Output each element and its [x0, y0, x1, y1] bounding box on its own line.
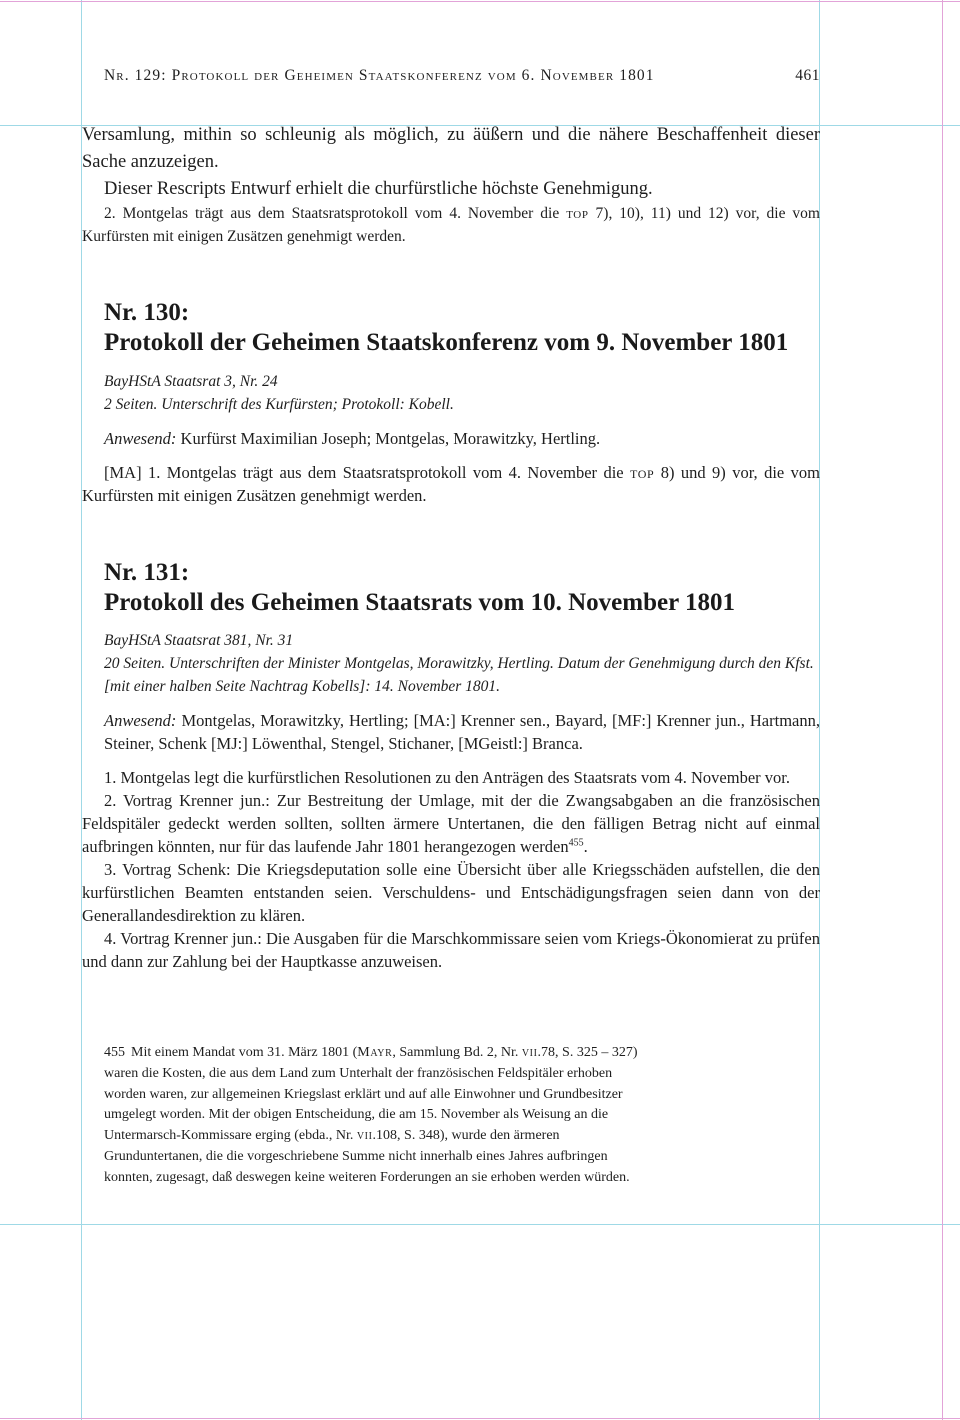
footnote-reference-455[interactable]: 455 [568, 837, 584, 849]
page-number: 461 [795, 67, 820, 84]
document-131-meta [104, 629, 820, 698]
running-head [104, 67, 820, 91]
document-131-item-3: 3. Vortrag Schenk: Die Kriegsdeputation solle eine Übersicht über alle Kriegsschäden aufstellen, die den kurfürstlichen Beamten entstanden seien. Verschuldens- und Entschädigungsfragen seien dann von der Generallandesdirektion zu klären. [82, 860, 820, 925]
document-131-item-2: 2. Vortrag Krenner jun.: Zur Bestreitung der Umlage, mit der die Zwangsabgaben an die französischen Feldspitäler gedeckt werden sollten, sollten ärmere Untertanen, die den fälligen Betrag nicht auf einmal aufbringen könnten, nur für das laufende Jahr 1801 herangezogen werden$^{455}$. [82, 791, 820, 856]
document-130-body [82, 461, 820, 507]
bleed-line-right [942, 0, 943, 1420]
document-130-meta [104, 370, 820, 416]
document-131-title: Protokoll des Geheimen Staatsrats vom 10. November 1801 [104, 589, 735, 616]
document-131-number: Nr. 131: [104, 559, 190, 586]
document-131-heading [104, 558, 820, 618]
footnote-number: 455 [104, 1045, 125, 1060]
carryover-section [82, 122, 820, 248]
carryover-paragraph: Versamlung, mithin so schleunig als möglich, zu äüßern und die nähere Beschaffenheit dieser Sache anzuzeigen. [82, 125, 820, 172]
document-131-attendance: Anwesend: Montgelas, Morawitzky, Hertling; [MA:] Krenner sen., Bayard, [MF:] Krenner jun., Hartmann, Steiner, Schenk [MJ:] Löwenthal, Stengel, Stichaner, [MGeistl:] Branca. [104, 711, 820, 753]
document-130-source: BayHStA Staatsrat 3, Nr. 24 [104, 373, 278, 390]
running-head-title: Nr. 129: Protokoll der Geheimen Staatskonferenz vom 6. November 1801 [104, 67, 655, 84]
carryover-approval: Dieser Rescripts Entwurf erhielt die churfürstliche höchste Genehmigung. [104, 179, 653, 199]
document-131-description: 20 Seiten. Unterschriften der Minister Montgelas, Morawitzky, Hertling. Datum der Genehmigung durch den Kfst. [mit einer halben Seite Nachtrag Kobells]: 14. November 1801. [104, 655, 814, 695]
document-page [82, 0, 820, 1420]
carryover-item-2: 2. Montgelas trägt aus dem Staatsratsprotokoll vom 4. November die top 7), 10), 11) und 12) vor, die vom Kurfürsten mit einigen Zusätzen genehmigt werden. [82, 205, 820, 245]
document-130-number: Nr. 130: [104, 299, 190, 326]
document-130-item-1: [MA] 1. Montgelas trägt aus dem Staatsratsprotokoll vom 4. November die top 8) und 9) vor, die vom Kurfürsten mit einigen Zusätzen genehmigt werden. [82, 463, 820, 505]
document-130-description: 2 Seiten. Unterschrift des Kurfürsten; Protokoll: Kobell. [104, 396, 454, 413]
document-131-item-1: 1. Montgelas legt die kurfürstlichen Resolutionen zu den Anträgen des Staatsrats vom 4. November vor. [104, 768, 790, 787]
document-130-title: Protokoll der Geheimen Staatskonferenz vom 9. November 1801 [104, 329, 789, 356]
document-130-attendance: Anwesend: Kurfürst Maximilian Joseph; Montgelas, Morawitzky, Hertling. [104, 429, 601, 448]
footnote-455: 455 Mit einem Mandat vom 31. März 1801 (Mayr, Sammlung Bd. 2, Nr. vii.78, S. 325 – 327) waren die Kosten, die aus dem Land zum Unterhalt der französischen Feldspitäler erhoben worden waren, zur allgemeinen Kriegslast erklärt und auf alle Einwohner und Grundbesitzer umgelegt worden. Mit der obigen Entscheidung, die am 15. November als Weisung an die Untermarsch-Kommissare erging (ebda., Nr. vii.108, S. 348), wurde den ärmeren Grunduntertanen, die die vorgeschriebene Summe nicht innerhalb eines Jahres aufbringen konnten, zugesagt, daß deswegen keine weiteren Forderungen an sie erhoben werden würden. [104, 1045, 638, 1185]
document-131-source: BayHStA Staatsrat 381, Nr. 31 [104, 632, 294, 649]
document-130-heading [104, 298, 820, 358]
document-131-item-4: 4. Vortrag Krenner jun.: Die Ausgaben für die Marschkommissare seien vom Kriegs-Ökonomierat zu prüfen und dann zur Zahlung bei der Hauptkasse anzuweisen. [82, 929, 820, 971]
document-131-body [82, 766, 820, 973]
